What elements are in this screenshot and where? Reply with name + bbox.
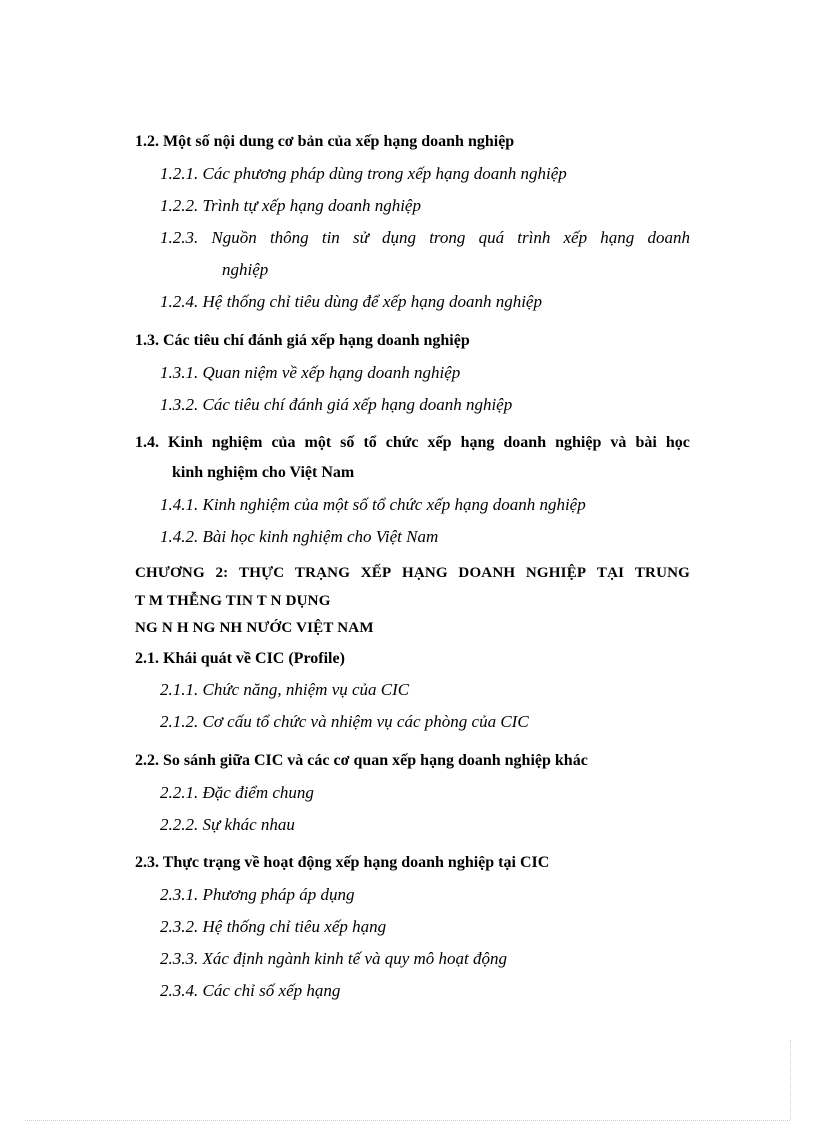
word: thông — [269, 228, 309, 247]
toc-heading-1-3: 1.3. Các tiêu chí đánh giá xếp hạng doanh nghiệp — [135, 332, 470, 349]
toc-item-1-2-4: 1.2.4. Hệ thống chỉ tiêu dùng để xếp hạng doanh nghiệp — [160, 292, 542, 311]
toc-item-1-4-2: 1.4.2. Bài học kinh nghiệm cho Việt Nam — [160, 527, 439, 546]
word: nghiệm — [211, 434, 263, 451]
word: HẠNG — [401, 565, 448, 581]
word: bài — [635, 434, 657, 451]
word: Kinh — [168, 434, 203, 451]
toc-heading-2-1: 2.1. Khái quát về CIC (Profile) — [135, 650, 345, 667]
word: doanh — [647, 228, 690, 247]
toc-item-1-4-1: 1.4.1. Kinh nghiệm của một số tổ chức xếp hạng doanh nghiệp — [160, 495, 586, 514]
word: và — [610, 434, 627, 451]
toc-item-1-2-3-continuation: nghiệp — [222, 260, 269, 279]
word: dụng — [382, 228, 417, 247]
word: 1.4. — [135, 434, 159, 451]
chapter-2-title-line-3: NG N H NG NH NƯỚC VIỆT NAM — [135, 620, 374, 636]
word: của — [271, 434, 296, 451]
word: NGHIỆP — [525, 565, 587, 581]
word: THỰC — [239, 565, 285, 581]
word: XẾP — [360, 565, 392, 581]
toc-heading-1-4 — [135, 434, 690, 452]
toc-item-2-3-3: 2.3.3. Xác định ngành kinh tế và quy mô hoạt động — [160, 949, 508, 968]
chapter-2-title-line-2: T M THỄNG TIN T N DỤNG — [135, 593, 331, 609]
toc-item-1-3-1: 1.3.1. Quan niệm về xếp hạng doanh nghiệp — [160, 363, 461, 382]
word: DOANH — [458, 565, 516, 581]
word: doanh — [503, 434, 547, 451]
word: một — [304, 434, 332, 451]
word: nghiệp — [555, 434, 602, 451]
word: sử — [352, 228, 369, 247]
word: hạng — [600, 228, 635, 247]
word: xếp — [427, 434, 452, 451]
toc-item-2-1-1: 2.1.1. Chức năng, nhiệm vụ của CIC — [160, 680, 410, 699]
toc-item-2-3-4: 2.3.4. Các chỉ số xếp hạng — [160, 981, 341, 1000]
word: số — [340, 434, 355, 451]
word: trình — [517, 228, 551, 247]
word: học — [665, 434, 690, 451]
word: tổ — [363, 434, 377, 451]
word: TẠI — [596, 565, 625, 581]
toc-item-1-2-3 — [160, 228, 690, 248]
word: Nguồn — [211, 228, 257, 247]
word: 2: — [215, 565, 229, 581]
toc-item-1-2-1: 1.2.1. Các phương pháp dùng trong xếp hạng doanh nghiệp — [160, 164, 567, 183]
toc-item-2-1-2: 2.1.2. Cơ cấu tổ chức và nhiệm vụ các phòng của CIC — [160, 712, 529, 731]
word: quá — [478, 228, 505, 247]
toc-heading-2-3: 2.3. Thực trạng về hoạt động xếp hạng doanh nghiệp tại CIC — [135, 854, 550, 871]
word: TRUNG — [634, 565, 690, 581]
word: xếp — [563, 228, 588, 247]
toc-item-1-2-2: 1.2.2. Trình tự xếp hạng doanh nghiệp — [160, 196, 421, 215]
word: CHƯƠNG — [135, 565, 205, 581]
toc-heading-1-4-continuation: kinh nghiệm cho Việt Nam — [172, 464, 355, 481]
word: TRẠNG — [294, 565, 351, 581]
toc-item-2-2-2: 2.2.2. Sự khác nhau — [160, 815, 295, 834]
page-bottom-border — [25, 1120, 790, 1121]
toc-item-2-3-1: 2.3.1. Phương pháp áp dụng — [160, 885, 355, 904]
toc-heading-2-2: 2.2. So sánh giữa CIC và các cơ quan xếp hạng doanh nghiệp khác — [135, 752, 588, 769]
word: trong — [429, 228, 466, 247]
toc-item-1-3-2: 1.3.2. Các tiêu chí đánh giá xếp hạng doanh nghiệp — [160, 395, 513, 414]
word: chức — [385, 434, 419, 451]
page-right-border — [790, 1040, 791, 1120]
word: tin — [321, 228, 340, 247]
toc-heading-1-2: 1.2. Một số nội dung cơ bản của xếp hạng doanh nghiệp — [135, 133, 515, 150]
chapter-2-title-line-1 — [135, 565, 690, 582]
toc-item-2-2-1: 2.2.1. Đặc điểm chung — [160, 783, 314, 802]
toc-item-2-3-2: 2.3.2. Hệ thống chỉ tiêu xếp hạng — [160, 917, 387, 936]
word: hạng — [460, 434, 495, 451]
word: 1.2.3. — [160, 228, 199, 247]
